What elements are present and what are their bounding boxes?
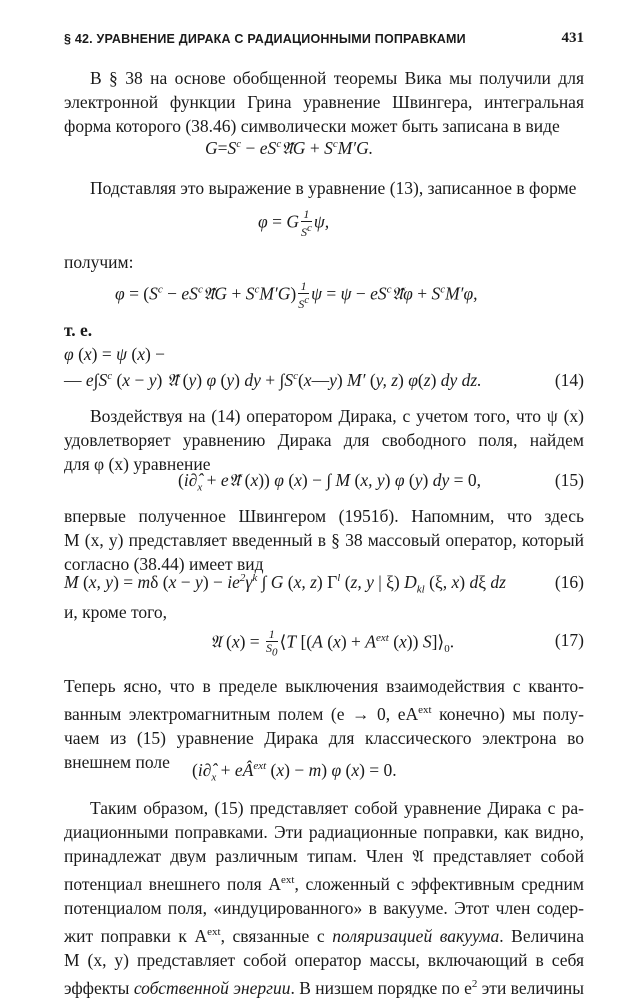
page-number: 431	[561, 30, 584, 46]
text-line: электронной функции Грина уравнение Швингера, интегральная	[64, 92, 584, 112]
equation-14-line2: — $e\int S^c$ (x − y) 𝔄̂ (y) φ (y) dy + $\int S^c(x—y)$ M′ (y, z) φ(z) dy dz.	[64, 370, 482, 390]
running-header	[64, 30, 584, 52]
paragraph-5	[64, 674, 584, 774]
equation-14-line1: φ (x) = ψ (x) −	[64, 344, 166, 364]
superscript: 2	[471, 977, 478, 990]
text-line: Теперь ясно, что в пределе выключения взаимодействия с кванто-	[64, 676, 584, 696]
label-ie: т. е.	[64, 320, 93, 340]
text-line: Подставляя это выражение в уравнение (13), записанное в форме	[90, 178, 577, 198]
text-run: конечно) мы полу-	[431, 703, 584, 724]
text-line: потенциалом поля, «индуцированного» в вакууме. Этот член содер-	[64, 897, 584, 918]
equation-number-17: (17)	[554, 630, 584, 650]
paragraph-1	[64, 66, 584, 138]
text-line	[64, 698, 584, 726]
text-run: . Величина	[499, 925, 584, 946]
text-line: M (x, y) представляет введенный в § 38 массовый оператор, который	[64, 530, 584, 550]
equation-schwinger: $G=S^c$ − $eS^c𝔄̂G + S^cM'G$.	[205, 138, 374, 158]
text-line: В § 38 на основе обобщенной теоремы Вика мы получили для	[90, 68, 584, 88]
paragraph-2	[64, 176, 584, 200]
text-run: эффекты	[64, 977, 134, 998]
text-run: . В низшем порядке по e	[290, 977, 472, 998]
text-line: для φ (x) уравнение	[64, 454, 211, 474]
paragraph-4	[64, 504, 584, 576]
text-line: M (x, y) представляет собой оператор массы, включающий в себя	[64, 949, 584, 970]
equation-number-15: (15)	[554, 470, 584, 490]
text-line	[64, 972, 584, 1000]
label-get: получим:	[64, 252, 134, 272]
text-line: впервые полученное Швингером (1951б). Напомним, что здесь	[64, 506, 584, 526]
paragraph-3	[64, 404, 584, 476]
equation-phi-def: φ = G $\frac{1}{S^c}$ ψ,	[258, 207, 330, 239]
paragraph-6	[64, 796, 584, 999]
text-run: потенциал внешнего поля A	[64, 873, 281, 894]
equation-15: ($i\partial̂_x$ + e𝔄̂ (x)) φ (x) − ∫ M (x, y) φ (y) dy = 0,	[178, 470, 481, 494]
text-run: , сложенный с эффективным средним	[294, 873, 584, 894]
text-line: форма которого (38.46) символически может быть записана в виде	[64, 116, 560, 136]
label-also: и, кроме того,	[64, 602, 168, 622]
text-line	[64, 920, 584, 948]
superscript: ext	[207, 925, 221, 938]
header-title: § 42. УРАВНЕНИЕ ДИРАКА С РАДИАЦИОННЫМИ ПОПРАВКАМИ	[64, 32, 466, 46]
equation-dirac-classical: ($i\partial̂_x$ + $eÂ^{ext}$ (x) − m) φ (x) = 0.	[192, 760, 397, 784]
text-line: диационными поправками. Эти радиационные поправки, как видно,	[64, 822, 584, 842]
text-run: , связанные с	[220, 925, 333, 946]
text-run: эти величины	[477, 977, 584, 998]
text-run: ванным электромагнитным полем (e → 0, eA	[64, 703, 419, 724]
text-line: удовлетворяет уравнению Дирака для свободного поля, найдем	[64, 430, 584, 450]
superscript: ext	[281, 874, 295, 886]
superscript: ext	[418, 704, 432, 716]
equation-phi-expanded: $\varphi = (S^c$ − $eS^c𝔄̂G + S^cM'G$) $\frac{1}{S^c}$ $\psi = \psi - eS^c𝔄̂\varphi + S^cM'\varphi$,	[115, 279, 478, 311]
emphasis: собственной энергии	[133, 977, 291, 998]
text-line: внешнем поле	[64, 751, 170, 772]
text-line: чаем из (15) уравнение Дирака для классического электрона во	[64, 727, 584, 748]
text-line	[64, 868, 584, 896]
equation-16: M (x, y) = mδ $(x - y) - ie^2\gamma^k$ ∫ G (x, z) $\Gamma^l$ (z, y | ξ) $D_{kl}$ (ξ, x) dξ dz	[64, 572, 506, 596]
text-line: принадлежат двум различным типам. Член 𝔄 представляет собой	[64, 846, 584, 866]
text-line: Таким образом, (15) представляет собой уравнение Дирака с ра-	[90, 798, 584, 818]
text-run: жит поправки к A	[64, 925, 208, 946]
text-line: согласно (38.44) имеет вид	[64, 554, 264, 574]
emphasis: поляризацией вакуума	[332, 925, 500, 946]
equation-number-16: (16)	[554, 572, 584, 592]
equation-17: 𝔄 (x) = $\frac{1}{S_0}$ ⟨T [(A $(x) + A^{ext}$ (x)) $S]⟩_0$.	[210, 627, 455, 659]
equation-number-14: (14)	[554, 370, 584, 390]
text-line: Воздействуя на (14) оператором Дирака, с учетом того, что ψ (x)	[90, 406, 584, 426]
